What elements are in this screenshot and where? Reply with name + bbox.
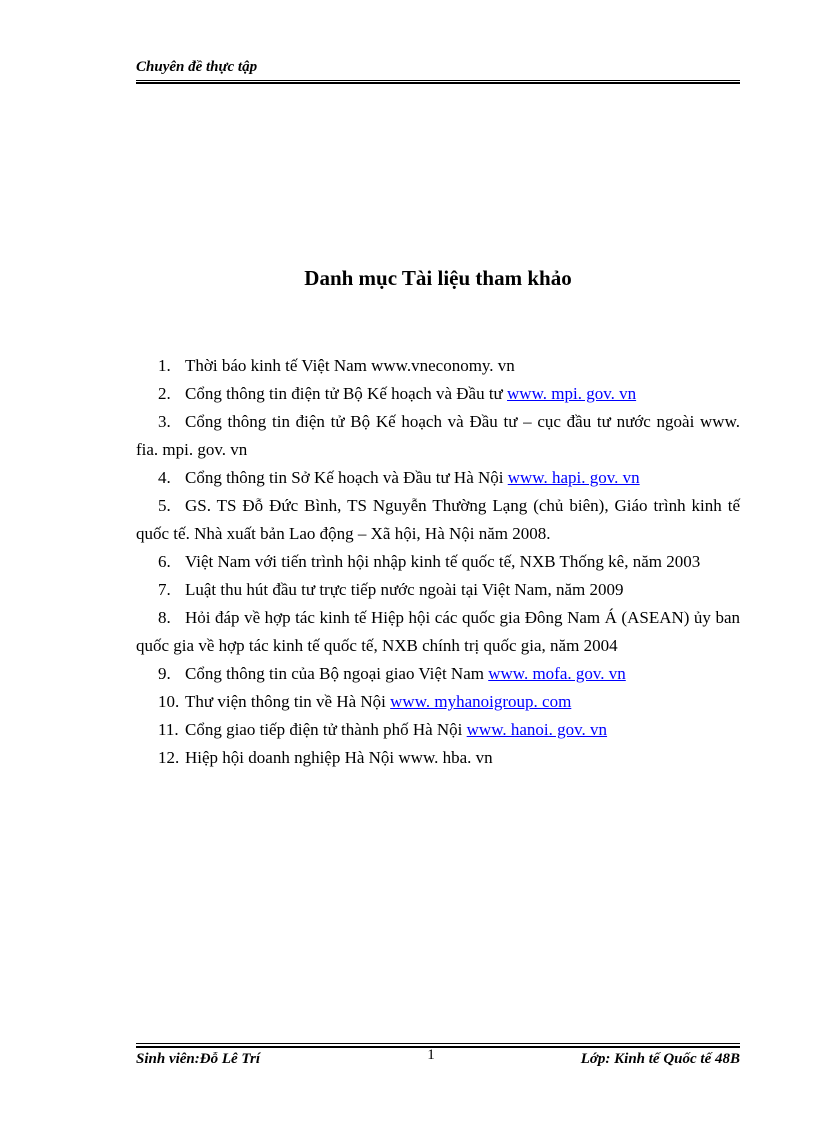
reference-text: Việt Nam với tiến trình hội nhập kinh tế quốc tế, NXB Thống kê, năm 2003 [185,552,701,571]
reference-text: Cổng thông tin điện tử Bộ Kế hoạch và Đầu tư [185,384,508,403]
reference-number: 10. [158,692,180,711]
reference-text: GS. TS Đỗ Đức Bình, TS Nguyễn Thường Lạng (chủ biên), Giáo trình kinh tế quốc tế. Nhà xuất bản Lao động – Xã hội, Hà Nội năm 2008. [136,496,740,543]
reference-text: Luật thu hút đầu tư trực tiếp nước ngoài tại Việt Nam, năm 2009 [185,580,624,599]
reference-link-mpi[interactable]: www. mpi. gov. vn [507,384,637,403]
reference-number: 3. [158,412,171,431]
reference-link-myhanoigroup[interactable]: www. myhanoigroup. com [390,692,572,711]
page-number: 1 [427,1047,435,1063]
reference-text: Cổng thông tin Sở Kế hoạch và Đầu tư Hà Nội [185,468,508,487]
reference-link-hanoi[interactable]: www. hanoi. gov. vn [466,720,608,739]
reference-number: 1. [158,356,171,375]
reference-number: 9. [158,664,171,683]
reference-number: 7. [158,580,171,599]
footer-class-label: Lớp: Kinh tế Quốc tế 48B [580,1051,740,1067]
header-rule-thin [136,80,740,81]
reference-number: 12. [158,748,180,767]
reference-item [136,464,740,492]
reference-item [136,688,740,716]
reference-item [136,716,740,744]
reference-item [136,492,740,548]
reference-number: 5. [158,496,171,515]
reference-text: Hỏi đáp về hợp tác kinh tế Hiệp hội các quốc gia Đông Nam Á (ASEAN) ủy ban quốc gia về hợp tác kinh tế quốc tế, NXB chính trị quốc gia, năm 2004 [136,608,740,655]
reference-list [136,352,740,772]
footer-rule-thin [136,1043,740,1044]
reference-item [136,408,740,464]
page-title: Danh mục Tài liệu tham khảo [304,266,572,290]
reference-item [136,548,740,576]
reference-number: 2. [158,384,171,403]
running-header: Chuyên đề thực tập [136,59,258,75]
reference-number: 8. [158,608,171,627]
reference-item [136,576,740,604]
reference-number: 11. [158,720,179,739]
reference-text: Thư viện thông tin về Hà Nội [185,692,391,711]
reference-link-hapi[interactable]: www. hapi. gov. vn [507,468,640,487]
reference-item [136,744,740,772]
header-rule-thick [136,82,740,84]
reference-text: Hiệp hội doanh nghiệp Hà Nội www. hba. vn [185,748,493,767]
reference-text: Thời báo kinh tế Việt Nam www.vneconomy. vn [185,356,515,375]
reference-link-mofa[interactable]: www. mofa. gov. vn [488,664,626,683]
footer-student-name: Sinh viên:Đỗ Lê Trí [136,1051,261,1067]
reference-text: Cổng giao tiếp điện tử thành phố Hà Nội [185,720,467,739]
reference-item [136,604,740,660]
reference-text: Cổng thông tin của Bộ ngoại giao Việt Nam [185,664,489,683]
reference-text: Cổng thông tin điện tử Bộ Kế hoạch và Đầu tư – cục đầu tư nước ngoài www. fia. mpi. gov. vn [136,412,740,459]
reference-number: 4. [158,468,171,487]
reference-item [136,352,740,380]
reference-item [136,660,740,688]
reference-item [136,380,740,408]
reference-number: 6. [158,552,171,571]
